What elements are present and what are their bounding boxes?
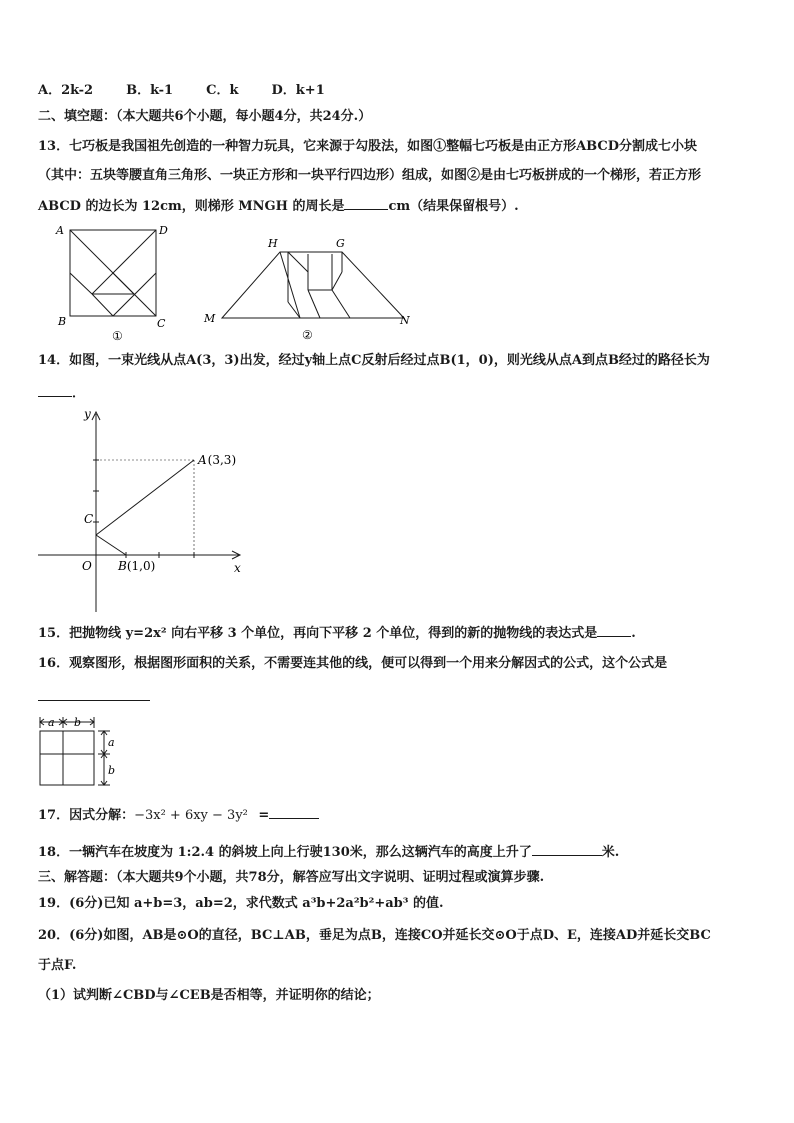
q16-line: 16．观察图形，根据图形面积的关系，不需要连其他的线，便可以得到一个用来分解因式的公式，这个公式是 [38, 656, 668, 671]
q15-text: 15．把抛物线 y=2x² 向右平移 3 个单位，再向下平移 2 个单位，得到的新的抛物线的表达式是 [38, 626, 598, 641]
q15-line [38, 624, 636, 643]
fig2-label-m: M [204, 312, 216, 325]
q14-line1: 14．如图，一束光线从点A(3，3)出发，经过y轴上点C反射后经过点B(1，0)，则光线从点A到点B经过的路径长为 [38, 353, 710, 368]
fig1-label-a: A [56, 224, 64, 237]
q18-answer-blank [532, 843, 602, 856]
q17-equals: = [258, 808, 270, 823]
graph-x-label: x [234, 561, 241, 575]
q20-line2: 于点F. [38, 958, 77, 973]
section3-heading: 三、解答题：（本大题共9个小题，共78分，解答应写出文字说明、证明过程或演算步骤. [38, 870, 545, 885]
q14-answer-blank [38, 384, 72, 397]
q15-answer-blank [597, 624, 631, 637]
graph-y-label: y [84, 407, 91, 421]
fig2-label-n: N [400, 314, 410, 327]
q20-line1: 20．(6分)如图，AB是⊙O的直径，BC⊥AB，垂足为点B，连接CO并延长交⊙O于点D、E，连接AD并延长交BC [38, 928, 711, 943]
q14-line2-end: ． [72, 386, 86, 401]
graph-point-b-label: B(1,0) [118, 559, 156, 573]
q17-expression: −3x² + 6xy − 3y² [134, 808, 248, 823]
q18-text: 18．一辆汽车在坡度为 1:2.4 的斜坡上向上行驶130米，那么这辆汽车的高度上升了 [38, 845, 532, 860]
graph-point-a-label: A(3,3) [198, 453, 237, 467]
graph-point-c-label: C [84, 512, 94, 526]
fig1-label-b: B [58, 315, 67, 328]
fig2-caption: ② [302, 328, 313, 342]
area-square-figure [36, 714, 126, 790]
q18-end: 米. [601, 845, 620, 860]
q17-line [38, 806, 319, 825]
fig1-label-c: C [157, 317, 166, 330]
fig2-label-g: G [336, 237, 345, 250]
q13-line3-tail: cm（结果保留根号）. [388, 199, 519, 214]
q15-end: . [631, 626, 636, 641]
q13-answer-blank [344, 197, 388, 210]
reflection-graph [34, 404, 254, 616]
option-a: A．2k-2 [38, 83, 94, 98]
options-line [38, 82, 325, 100]
q13-line1: 13．七巧板是我国祖先创造的一种智力玩具，它来源于勾股法，如图①整幅七巧板是由正方形ABCD分割成七小块 [38, 139, 698, 154]
fig1-label-d: D [159, 224, 168, 237]
option-d: D．k+1 [271, 83, 325, 98]
q19-line: 19．(6分)已知 a+b=3，ab=2，求代数式 a³b+2a²b²+ab³ 的值. [38, 896, 444, 911]
fig1-caption: ① [112, 329, 123, 343]
fig2-label-h: H [268, 237, 278, 250]
q17-label: 17．因式分解： [38, 808, 135, 823]
fig16-label-b-top: b [74, 716, 82, 729]
q16-answer-blank [38, 700, 150, 701]
q17-answer-blank [269, 806, 319, 819]
fig16-label-b-side: b [108, 764, 116, 777]
tangram-trapezoid-figure [200, 232, 420, 344]
q13-line3-text: ABCD 的边长为 12cm，则梯形 MNGH 的周长是 [38, 199, 345, 214]
fig16-label-a-top: a [48, 716, 55, 729]
q13-line2: （其中：五块等腰直角三角形、一块正方形和一块平行四边形）组成，如图②是由七巧板拼成的一个梯形，若正方形 [38, 168, 702, 183]
fig16-label-a-side: a [108, 736, 115, 749]
tangram-square-figure [50, 222, 180, 344]
q20-part1: （1）试判断∠CBD与∠CEB是否相等，并证明你的结论； [38, 988, 380, 1003]
option-b: B．k-1 [126, 83, 174, 98]
graph-origin-label: O [82, 559, 92, 573]
q18-line [38, 843, 619, 862]
q14-line2 [38, 384, 85, 403]
section2-heading: 二、填空题：（本大题共6个小题，每小题4分，共24分.） [38, 109, 372, 124]
q13-line3 [38, 197, 519, 216]
option-c: C．k [206, 83, 239, 98]
